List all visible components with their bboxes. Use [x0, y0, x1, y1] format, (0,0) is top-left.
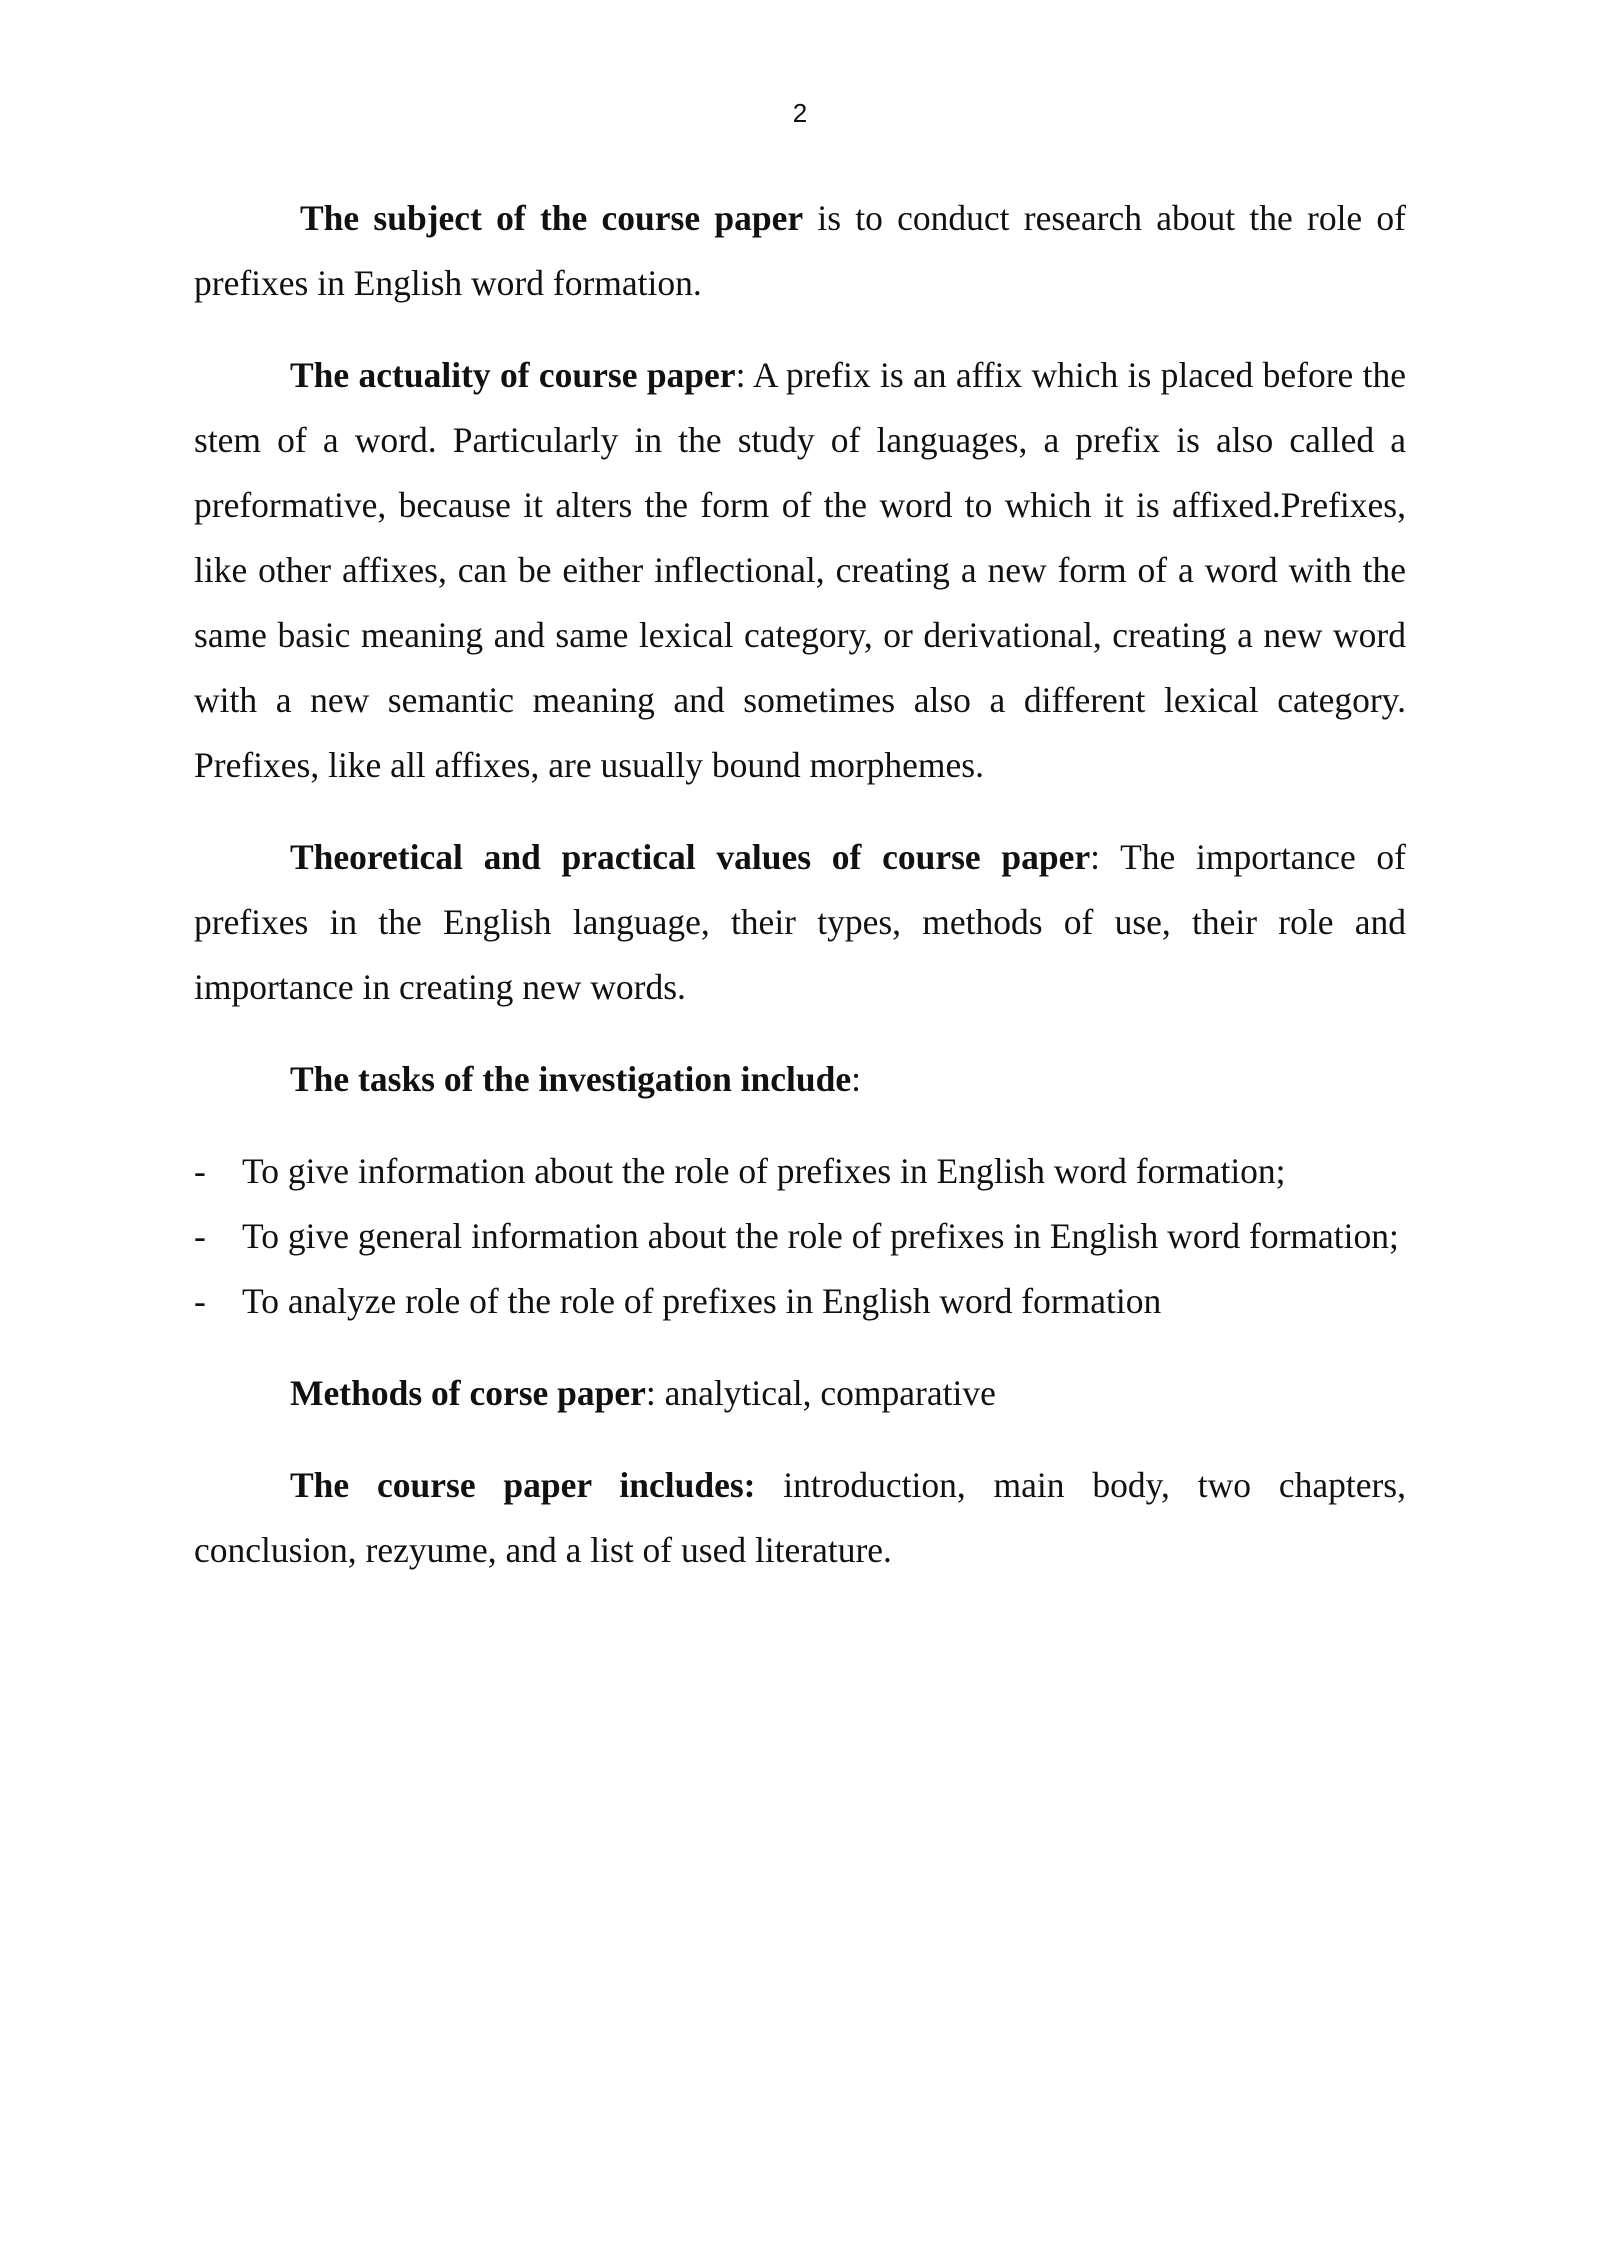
task-item: [194, 1139, 1406, 1204]
tasks-heading-colon: :: [851, 1059, 862, 1099]
task-marker: -: [194, 1151, 206, 1191]
subject-paragraph: [194, 186, 1406, 316]
values-paragraph: [194, 825, 1406, 1020]
task-text: To analyze role of the role of prefixes in English word formation: [242, 1281, 1162, 1321]
tasks-list: [194, 1139, 1406, 1334]
actuality-heading: The actuality of course paper: [290, 355, 736, 395]
subject-heading: The subject of the course paper: [300, 198, 804, 238]
task-text: To give general information about the role of prefixes in English word formation;: [242, 1216, 1399, 1256]
task-marker: -: [194, 1281, 206, 1321]
values-text: : The importance of prefixes in the English language, their types, methods of use, their role and importance in creating new words.: [194, 837, 1407, 1007]
task-marker: -: [194, 1216, 206, 1256]
document-body: [194, 186, 1406, 1610]
task-text: To give information about the role of prefixes in English word formation;: [242, 1151, 1286, 1191]
tasks-heading: The tasks of the investigation include: [290, 1059, 852, 1099]
actuality-text: : A prefix is an affix which is placed before the stem of a word. Particularly in the study of languages, a prefix is also called a preformative, because it alters the form of the word to which it is affixed.Prefixes, like other affixes, can be either inflectional, creating a new form of a word with the same basic meaning and same lexical category, or derivational, creating a new word with a new semantic meaning and sometimes also a different lexical category. Prefixes, like all affixes, are usually bound morphemes.: [194, 355, 1407, 785]
subject-text: is to conduct research about the role of prefixes in English word formation.: [194, 198, 1407, 303]
task-item: [194, 1269, 1406, 1334]
includes-paragraph: [194, 1453, 1406, 1583]
page-number: 2: [792, 98, 808, 128]
tasks-heading-paragraph: [194, 1047, 1406, 1112]
methods-text: : analytical, comparative: [645, 1373, 996, 1413]
values-heading: Theoretical and practical values of course paper: [290, 837, 1091, 877]
methods-paragraph: [194, 1361, 1406, 1426]
actuality-paragraph: [194, 343, 1406, 798]
methods-heading: Methods of corse paper: [290, 1373, 646, 1413]
includes-text: introduction, main body, two chapters, conclusion, rezyume, and a list of used literature.: [194, 1465, 1406, 1570]
task-item: [194, 1204, 1406, 1269]
includes-heading: The course paper includes:: [290, 1465, 756, 1505]
